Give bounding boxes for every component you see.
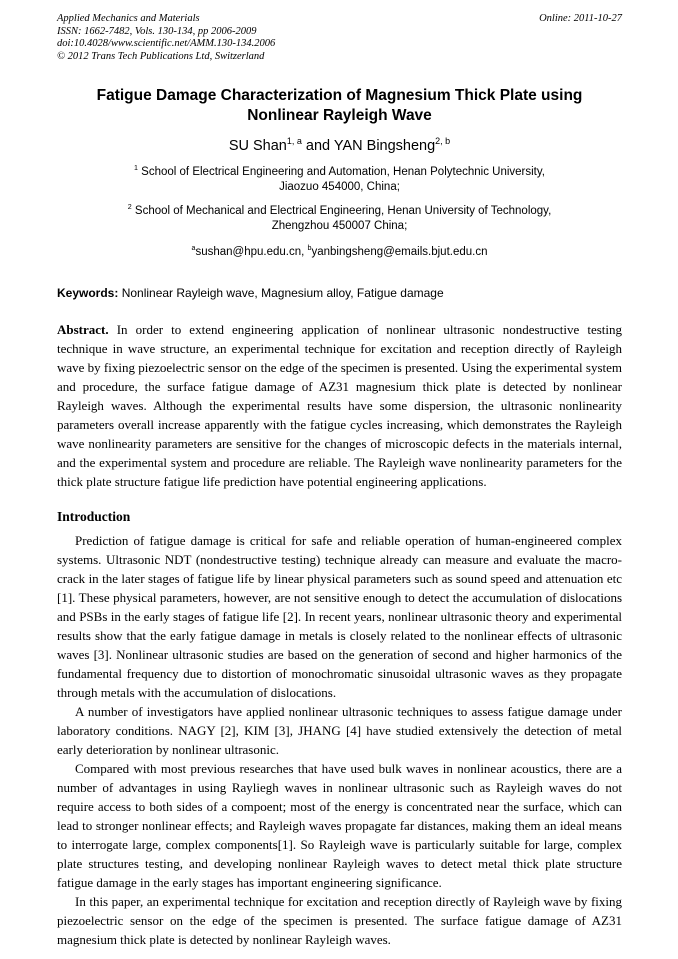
affiliation-2-line-1: $^2$ School of Mechanical and Electrical Engineering, Henan University of Technology, xyxy=(127,203,552,217)
author-emails xyxy=(57,245,622,260)
section-heading-introduction: Introduction xyxy=(57,509,131,524)
introduction-section xyxy=(57,531,622,949)
introduction-paragraph-2: A number of investigators have applied nonlinear ultrasonic techniques to assess fatigue damage under laboratory conditions. NAGY [2], KIM [3], JHANG [4] have studied extensively the detection of metal early deterioration by nonlinear ultrasonic. xyxy=(57,704,622,757)
affiliation-1-superscript: 1 xyxy=(134,164,138,173)
abstract-text: In order to extend engineering application of nonlinear ultrasonic nondestructive testing technique in wave structure, an experimental technique for excitation and reception directly of Rayleigh wave by fixing piezoelectric sensor on the edge of the specimen is presented. Using the experimental system and procedure, the surface fatigue damage of AZ31 magnesium thick plate is detected by nonlinear Rayleigh waves. Although the experimental results have some dispersion, the ultrasonic nonlinearity parameters overall increase apparently with the fatigue cycles increasing, which demonstrates the Rayleigh wave nonlinearity parameters are sensitive for the changes of microscopic defects in the materials internal, and the experimental system and procedure are reliable. The Rayleigh wave nonlinearity parameters for the thick plate structure fatigue life prediction have potential engineering applications. xyxy=(57,322,622,489)
author-1-name: SU Shan xyxy=(228,138,287,154)
paper-body xyxy=(57,320,622,949)
email-a-superscript: a xyxy=(191,244,196,253)
journal-header xyxy=(57,13,622,63)
affiliation-2-line-2: Zhengzhou 450007 China; xyxy=(271,220,408,232)
affiliation-1-line-2: Jiaozuo 454000, China; xyxy=(279,181,400,193)
author-1-superscript: 1, a xyxy=(286,136,302,147)
affiliation-2 xyxy=(57,204,622,234)
journal-metadata xyxy=(57,13,275,63)
keywords-line xyxy=(57,285,622,301)
paper-title-line-2: Nonlinear Rayleigh Wave xyxy=(247,107,432,124)
introduction-paragraph-3: Compared with most previous researches that have used bulk waves in nonlinear acoustics, there are a number of advantages in using Rayliegh waves in nonlinear ultrasonic such as Rayleigh waves do not require access to both sides of a compoent; most of the energy is concentrated near the surface, which can lead to stronger nonlinear effects; and Rayleigh waves propagate far distances, making them an ideal means to interrogate large, complex components[1]. So Rayleigh wave is particularly suitable for large, complex plate structures testing, and developing nonlinear Rayleigh waves to detect metal thick plate structure fatigue damage in the early stages has important engineering significance. xyxy=(57,761,622,890)
paper-title-line-1: Fatigue Damage Characterization of Magnesium Thick Plate using xyxy=(96,87,583,104)
introduction-paragraph-4: In this paper, an experimental technique for excitation and reception directly of Rayleigh wave by fixing piezoelectric sensor on the edge of the specimen is presented. The surface fatigue damage of AZ31 magnesium thick plate is detected by nonlinear Rayleigh waves. xyxy=(57,894,622,947)
email-b: yanbingsheng@emails.bjut.edu.cn xyxy=(311,246,488,258)
copyright-line: © 2012 Trans Tech Publications Ltd, Switzerland xyxy=(57,50,265,62)
email-b-superscript: b xyxy=(307,244,312,253)
online-date: Online: 2011-10-27 xyxy=(539,13,622,24)
keywords-text: Nonlinear Rayleigh wave, Magnesium alloy, Fatigue damage xyxy=(118,286,444,300)
authors-line xyxy=(57,137,622,156)
journal-name: Applied Mechanics and Materials xyxy=(57,13,200,24)
doi-line: doi:10.4028/www.scientific.net/AMM.130-134.2006 xyxy=(57,38,276,49)
introduction-paragraph-1: Prediction of fatigue damage is critical for safe and reliable operation of human-engineered complex systems. Ultrasonic NDT (nondestructive testing) technique already can measure and evaluate the macro-crack in the later stages of fatigue life by linear physical parameters such as sound speed and attenuation etc [1]. These physical parameters, however, are not sensitive enough to detect the accumulation of dislocations and PSBs in the early stages of fatigue life [2]. In recent years, nonlinear ultrasonic theory and experimental results show that the early fatigue damage in metals is closely related to the nonlinear effects of ultrasonic waves [3]. Nonlinear ultrasonic studies are based on the generation of second and higher harmonics of the fundamental frequency due to distortion of monochromatic sinusoidal ultrasonic waves as they propagate through metals with the accumulation of dislocations. xyxy=(57,533,622,700)
authors-joiner: and xyxy=(301,138,334,154)
paper-title xyxy=(57,86,622,126)
abstract-paragraph xyxy=(57,320,622,491)
issn-volumes-pages: ISSN: 1662-7482, Vols. 130-134, pp 2006-2009 xyxy=(57,25,257,37)
affiliation-2-superscript: 2 xyxy=(127,203,132,212)
affiliation-1-line-1: $^1$ School of Electrical Engineering and Automation, Henan Polytechnic University, xyxy=(134,164,545,178)
affiliation-1 xyxy=(57,165,622,195)
keywords-label: Keywords: xyxy=(57,286,119,300)
abstract-label: Abstract. xyxy=(57,322,109,337)
author-2-name: YAN Bingsheng xyxy=(333,138,436,154)
author-2-superscript: 2, b xyxy=(435,136,451,147)
email-a: sushan@hpu.edu.cn, xyxy=(195,246,308,258)
